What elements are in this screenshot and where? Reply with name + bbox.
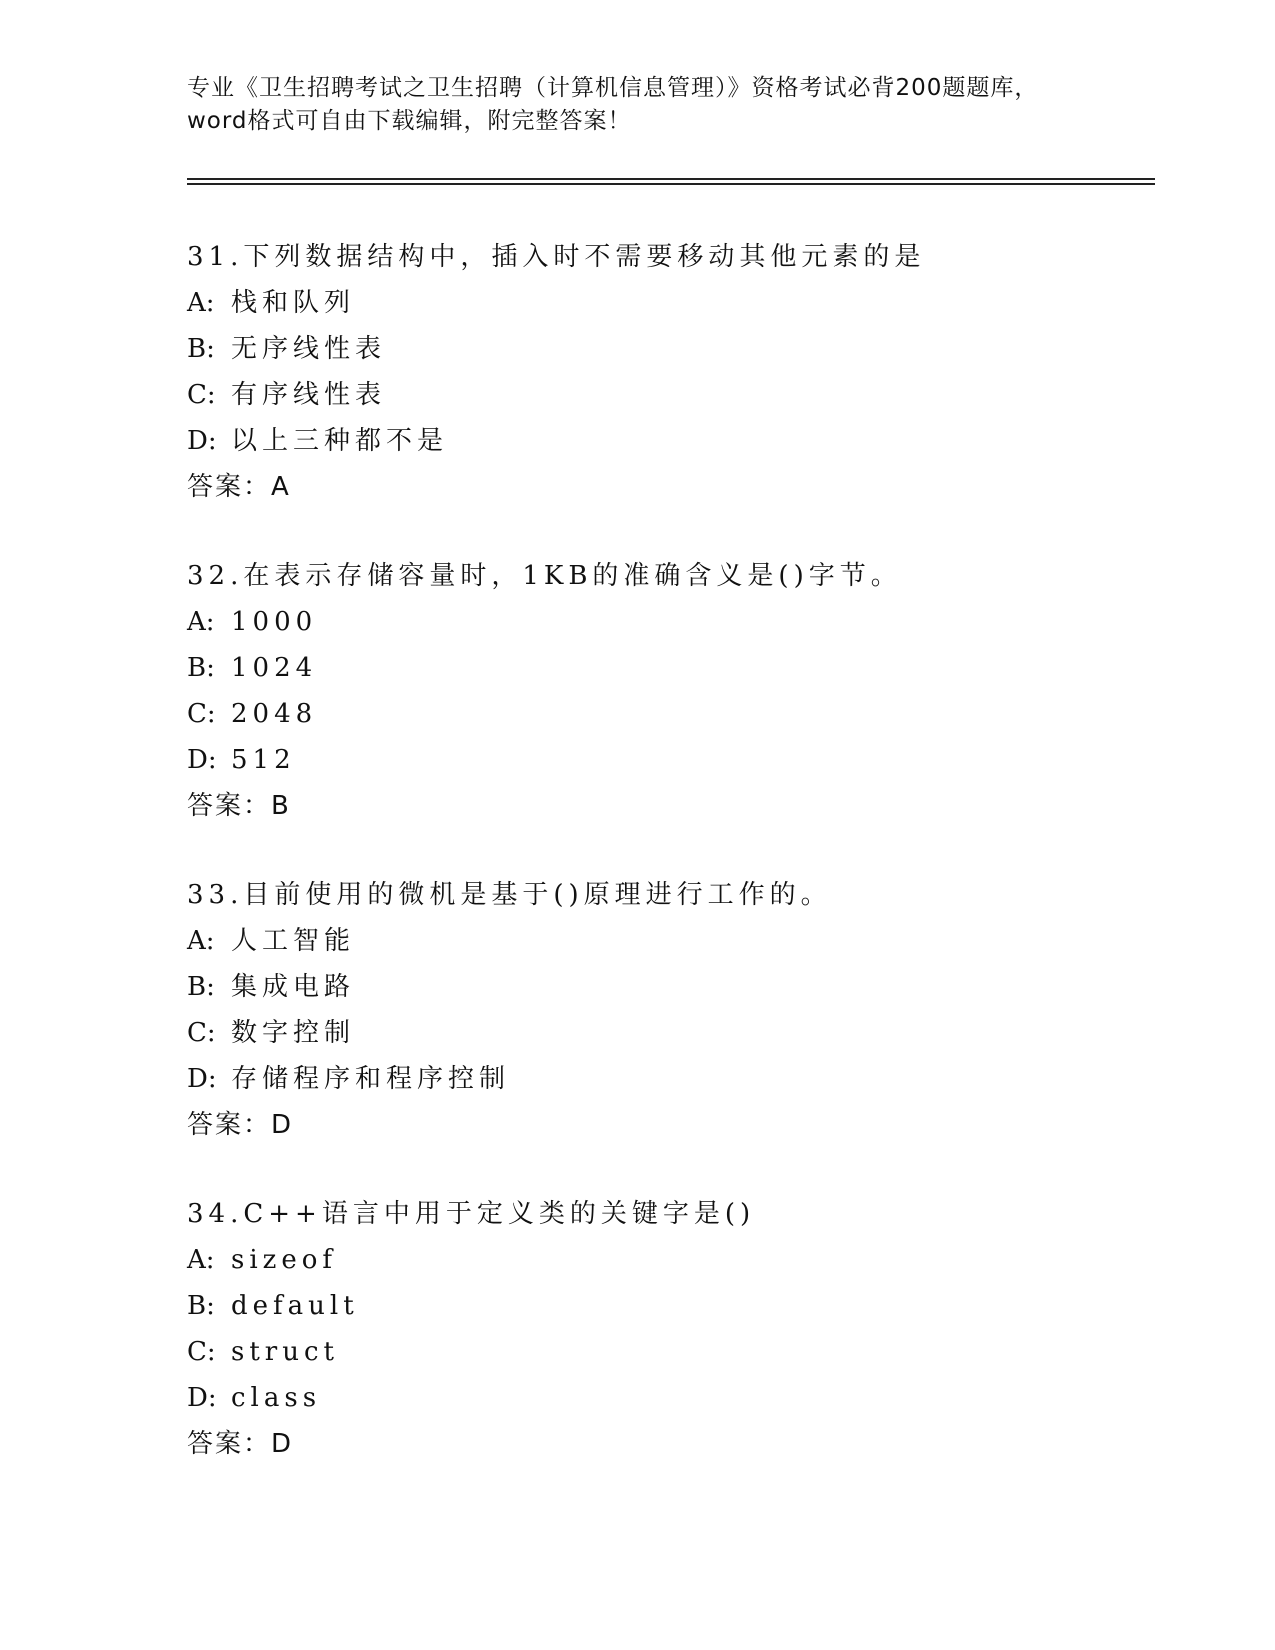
option-label: D:	[187, 745, 217, 775]
question-33	[187, 872, 1147, 1148]
option-c	[187, 691, 1147, 737]
option-a	[187, 280, 1147, 326]
option-text: 无序线性表	[231, 334, 387, 364]
answer: 答案：D	[187, 1110, 294, 1140]
option-d	[187, 737, 1147, 783]
option-text: 存储程序和程序控制	[231, 1064, 511, 1094]
document-header	[187, 72, 1087, 138]
header-divider-top	[187, 178, 1155, 180]
option-text: struct	[231, 1337, 339, 1367]
option-label: D:	[187, 426, 217, 456]
question-title: 34.C++语言中用于定义类的关键字是()	[187, 1199, 756, 1229]
option-d	[187, 418, 1147, 464]
option-text: 数字控制	[231, 1018, 356, 1048]
option-label: B:	[187, 1291, 215, 1321]
option-label: B:	[187, 972, 215, 1002]
question-title: 33.目前使用的微机是基于()原理进行工作的。	[187, 880, 832, 910]
option-label: C:	[187, 699, 216, 729]
answer: 答案：A	[187, 472, 291, 502]
option-text: 1024	[231, 653, 318, 683]
header-divider-bottom	[187, 183, 1155, 185]
option-label: A:	[187, 607, 215, 637]
option-label: B:	[187, 334, 215, 364]
option-d	[187, 1056, 1147, 1102]
option-label: C:	[187, 1337, 216, 1367]
question-title: 32.在表示存储容量时，1KB的准确含义是()字节。	[187, 561, 902, 591]
option-b	[187, 326, 1147, 372]
answer: 答案：D	[187, 1429, 294, 1459]
option-a	[187, 1237, 1147, 1283]
option-c	[187, 372, 1147, 418]
option-c	[187, 1010, 1147, 1056]
option-label: D:	[187, 1383, 217, 1413]
option-label: A:	[187, 926, 215, 956]
option-label: A:	[187, 1245, 215, 1275]
option-text: 集成电路	[231, 972, 356, 1002]
option-label: B:	[187, 653, 215, 683]
option-text: 2048	[231, 699, 318, 729]
option-text: default	[231, 1291, 359, 1321]
option-text: 人工智能	[231, 926, 356, 956]
option-label: D:	[187, 1064, 217, 1094]
option-text: 有序线性表	[231, 380, 387, 410]
option-text: 栈和队列	[231, 288, 356, 318]
option-text: 512	[231, 745, 296, 775]
option-b	[187, 645, 1147, 691]
option-d	[187, 1375, 1147, 1421]
option-a	[187, 918, 1147, 964]
option-text: 1000	[231, 607, 318, 637]
option-label: A:	[187, 288, 215, 318]
question-34	[187, 1191, 1147, 1467]
option-text: class	[231, 1383, 322, 1413]
option-b	[187, 964, 1147, 1010]
answer: 答案：B	[187, 791, 291, 821]
option-a	[187, 599, 1147, 645]
header-line-2: word格式可自由下载编辑，附完整答案！	[187, 108, 632, 134]
option-label: C:	[187, 1018, 216, 1048]
option-c	[187, 1329, 1147, 1375]
option-text: sizeof	[231, 1245, 338, 1275]
question-31	[187, 234, 1147, 510]
header-line-1: 专业《卫生招聘考试之卫生招聘（计算机信息管理）》资格考试必背200题题库，	[187, 75, 1039, 101]
option-b	[187, 1283, 1147, 1329]
question-32	[187, 553, 1147, 829]
option-text: 以上三种都不是	[231, 426, 449, 456]
question-title: 31.下列数据结构中，插入时不需要移动其他元素的是	[187, 242, 926, 272]
option-label: C:	[187, 380, 216, 410]
